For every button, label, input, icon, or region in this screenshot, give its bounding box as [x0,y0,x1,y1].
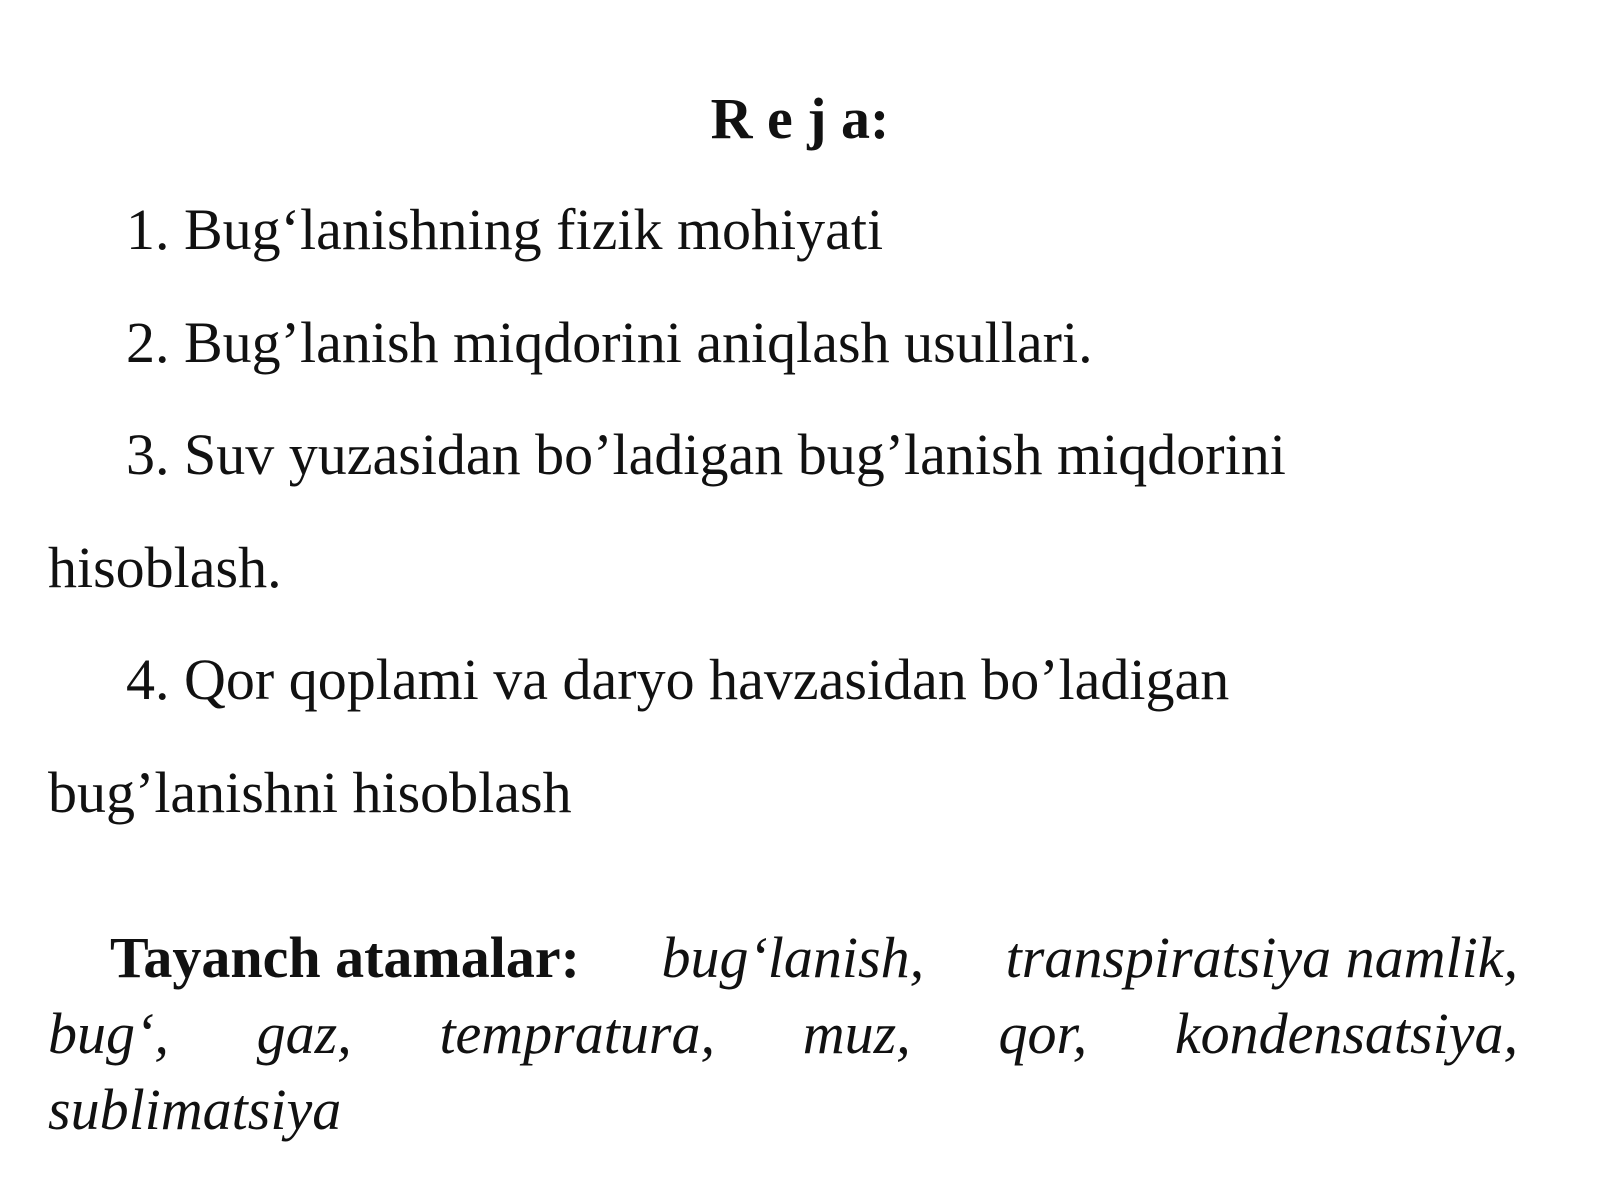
plan-item-number: 1. [126,197,170,262]
keywords-line-3 [48,1072,1518,1148]
plan-item-number: 3. [126,422,170,487]
plan-item-3-continuation: hisoblash. [48,535,282,600]
plan-item-text: Qor qoplami va daryo havzasidan bo’ladigan [184,647,1230,712]
keyword-term: tempratura, [439,1001,715,1066]
keyword-term: gaz, [256,1001,352,1066]
plan-item-text: Bug‘lanishning fizik mohiyati [184,197,884,262]
keyword-term: bug‘, [48,1001,169,1066]
plan-item-1 [126,195,883,265]
plan-item-4 [126,645,1229,715]
keyword-term: bug‘lanish, [661,925,925,990]
keyword-term: kondensatsiya, [1174,1001,1518,1066]
plan-item-4-continuation: bug’lanishni hisoblash [48,760,572,825]
plan-item-number: 2. [126,310,170,375]
keywords-paragraph [48,920,1518,1148]
plan-item-text: Suv yuzasidan bo’ladigan bug’lanish miqdorini [184,422,1286,487]
plan-heading: R e j a: [710,86,890,151]
plan-item-number: 4. [126,647,170,712]
keyword-term: sublimatsiya [48,1077,342,1142]
keyword-term: transpiratsiya namlik, [1005,925,1518,990]
keyword-term: muz, [802,1001,911,1066]
plan-item-text: Bug’lanish miqdorini aniqlash usullari. [184,310,1093,375]
keywords-line-1 [48,920,1518,996]
keywords-label: Tayanch atamalar: [110,925,580,990]
plan-item-2 [126,308,1093,378]
keywords-line-2 [48,996,1518,1072]
keyword-term: qor, [998,1001,1088,1066]
plan-item-3 [126,420,1286,490]
